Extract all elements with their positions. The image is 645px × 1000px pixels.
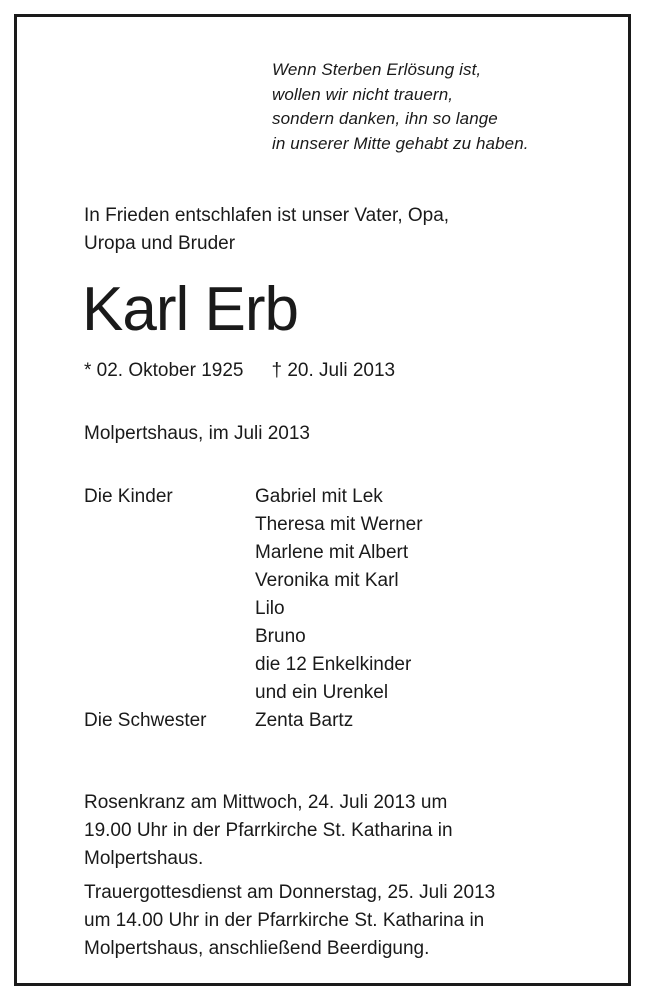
mourner-entry: und ein Urenkel <box>255 682 389 703</box>
service-announcements <box>84 789 604 969</box>
mourner-group-members <box>255 483 423 707</box>
mourner-group-label: Die Schwester <box>84 710 207 731</box>
place-and-date: Molpertshaus, im Juli 2013 <box>84 423 310 444</box>
mourner-group-members <box>255 707 353 735</box>
mourner-entry: Lilo <box>255 598 285 619</box>
mourner-group-children <box>84 483 423 707</box>
mourner-entry: Zenta Bartz <box>255 710 354 731</box>
birth-date: * 02. Oktober 1925 <box>84 360 244 381</box>
motto-line: in unserer Mitte gehabt zu haben. <box>272 133 529 153</box>
mourner-entry: Gabriel mit Lek <box>255 486 383 507</box>
intro-line: Uropa und Bruder <box>84 233 236 254</box>
deceased-name: Karl Erb <box>82 275 298 344</box>
motto-verse <box>272 58 529 156</box>
motto-line: Wenn Sterben Erlösung ist, <box>272 60 482 79</box>
mourners-list <box>84 483 423 735</box>
mourner-group-label: Die Kinder <box>84 486 173 507</box>
mourner-group-sister <box>84 707 423 735</box>
rosary-announcement <box>84 789 604 873</box>
intro-line: In Frieden entschlafen ist unser Vater, Opa, <box>84 205 450 226</box>
mourner-entry: Veronika mit Karl <box>255 570 399 591</box>
service-line: 19.00 Uhr in der Pfarrkirche St. Katharina in <box>84 820 453 841</box>
service-line: um 14.00 Uhr in der Pfarrkirche St. Katharina in <box>84 910 485 931</box>
mourner-entry: die 12 Enkelkinder <box>255 654 412 675</box>
death-date: † 20. Juli 2013 <box>271 360 396 381</box>
motto-line: wollen wir nicht trauern, <box>272 84 454 104</box>
mourner-entry: Theresa mit Werner <box>255 514 423 535</box>
life-dates <box>84 357 395 385</box>
mourner-entry: Bruno <box>255 626 306 647</box>
service-line: Rosenkranz am Mittwoch, 24. Juli 2013 um <box>84 792 448 813</box>
service-line: Molpertshaus, anschließend Beerdigung. <box>84 938 430 959</box>
motto-line: sondern danken, ihn so lange <box>272 109 498 128</box>
intro-text <box>84 202 449 258</box>
service-line: Molpertshaus. <box>84 848 204 869</box>
service-line: Trauergottesdienst am Donnerstag, 25. Juli 2013 <box>84 882 496 903</box>
mourner-entry: Marlene mit Albert <box>255 542 409 563</box>
funeral-service-announcement <box>84 879 604 963</box>
